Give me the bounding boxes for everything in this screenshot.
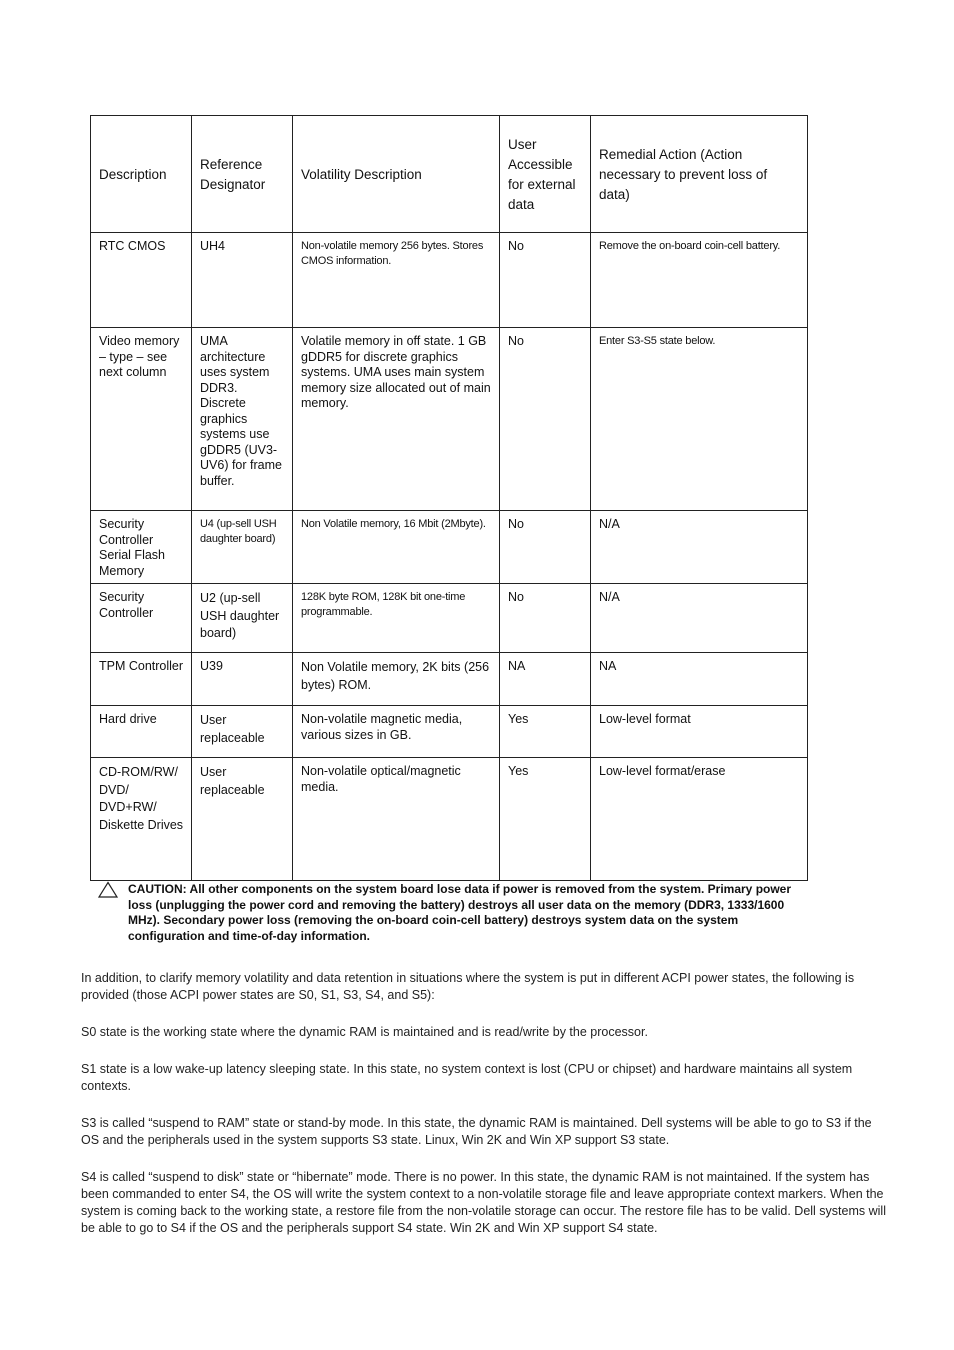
cell-volatility: Non-volatile optical/magnetic media. [293,758,500,881]
cell-volatility: Non Volatile memory, 2K bits (256 bytes) ROM. [293,653,500,706]
cell-remedial: N/A [591,511,808,584]
cell-description: Hard drive [91,706,192,758]
cell-remedial: Low-level format [591,706,808,758]
cell-reference: U2 (up-sell USH daughter board) [192,584,293,653]
table-row [91,653,808,706]
cell-description: RTC CMOS [91,233,192,328]
cell-user-accessible: No [500,511,591,584]
cell-user-accessible: Yes [500,758,591,881]
table-row [91,511,808,584]
header-user-accessible: User Accessible for external data [500,116,591,233]
cell-reference: User replaceable [192,706,293,758]
cell-description: Video memory – type – see next column [91,328,192,511]
cell-reference: U39 [192,653,293,706]
table-row [91,706,808,758]
cell-remedial: N/A [591,584,808,653]
caution-note [98,882,798,944]
paragraph-s1-state: S1 state is a low wake-up latency sleeping state. In this state, no system context is lost (CPU or chipset) and hardware maintains all system contexts. [81,1062,853,1093]
cell-volatility: Non-volatile magnetic media, various sizes in GB. [293,706,500,758]
cell-volatility: Non-volatile memory 256 bytes. Stores CMOS information. [293,233,500,328]
caution-text: CAUTION: All other components on the system board lose data if power is removed from the system. Primary power loss (unplugging the power cord and removing the battery) destroys all user data on the memory (DDR3, 1333/1600 MHz). Secondary power loss (removing the on-board coin-cell battery) destroys system data on the system configuration and time-of-day information. [128,882,792,943]
cell-volatility: Volatile memory in off state. 1 GB gDDR5 for discrete graphics systems. UMA uses main system memory size allocated out of main memory. [293,328,500,511]
cell-reference: U4 (up-sell USH daughter board) [192,511,293,584]
paragraph-acpi-intro: In addition, to clarify memory volatility and data retention in situations where the system is put in different ACPI power states, the following is provided (those ACPI power states are S0, S1, S3, S4, and S5): [81,971,855,1002]
cell-user-accessible: Yes [500,706,591,758]
header-remedial-action: Remedial Action (Action necessary to prevent loss of data) [591,116,808,233]
cell-reference: UH4 [192,233,293,328]
warning-triangle-icon [98,881,128,903]
cell-volatility: Non Volatile memory, 16 Mbit (2Mbyte). [293,511,500,584]
table-row [91,584,808,653]
paragraph-s4-state: S4 is called “suspend to disk” state or “hibernate” mode. There is no power. In this state, the dynamic RAM is not maintained. If the system has been commanded to enter S4, the OS will write the system context to a non-volatile storage file and leave appropriate context markers. When the system is coming back to the working state, a restore file from the non-volatile storage can occur. The restore file has to be valid. Dell systems will be able to go to S4 if the OS and the peripherals support S4 state. Win 2K and Win XP support S4 state. [81,1170,886,1235]
cell-description: Security Controller [91,584,192,653]
cell-description: Security Controller Serial Flash Memory [91,511,192,584]
table-row [91,233,808,328]
cell-user-accessible: No [500,584,591,653]
table-row [91,328,808,511]
cell-user-accessible: No [500,233,591,328]
cell-user-accessible: NA [500,653,591,706]
cell-user-accessible: No [500,328,591,511]
cell-remedial: Low-level format/erase [591,758,808,881]
memory-volatility-table [90,115,808,881]
cell-remedial: NA [591,653,808,706]
table-row [91,758,808,881]
cell-remedial: Enter S3-S5 state below. [591,328,808,511]
cell-remedial: Remove the on-board coin-cell battery. [591,233,808,328]
cell-description: TPM Controller [91,653,192,706]
paragraph-s0-state: S0 state is the working state where the dynamic RAM is maintained and is read/write by the processor. [81,1025,648,1039]
cell-description: CD-ROM/RW/ DVD/ DVD+RW/ Diskette Drives [91,758,192,881]
cell-reference: UMA architecture uses system DDR3. Discrete graphics systems use gDDR5 (UV3-UV6) for frame buffer. [192,328,293,511]
paragraph-s3-state: S3 is called “suspend to RAM” state or stand-by mode. In this state, the dynamic RAM is maintained. Dell systems will be able to go to S3 if the OS and the peripherals used in the system supports S3 state. Linux, Win 2K and Win XP support S3 state. [81,1116,872,1147]
header-description: Description [91,116,192,233]
cell-volatility: 128K byte ROM, 128K bit one-time programmable. [293,584,500,653]
header-reference-designator: Reference Designator [192,116,293,233]
cell-reference: User replaceable [192,758,293,881]
header-volatility-description: Volatility Description [293,116,500,233]
table-header-row [91,116,808,233]
